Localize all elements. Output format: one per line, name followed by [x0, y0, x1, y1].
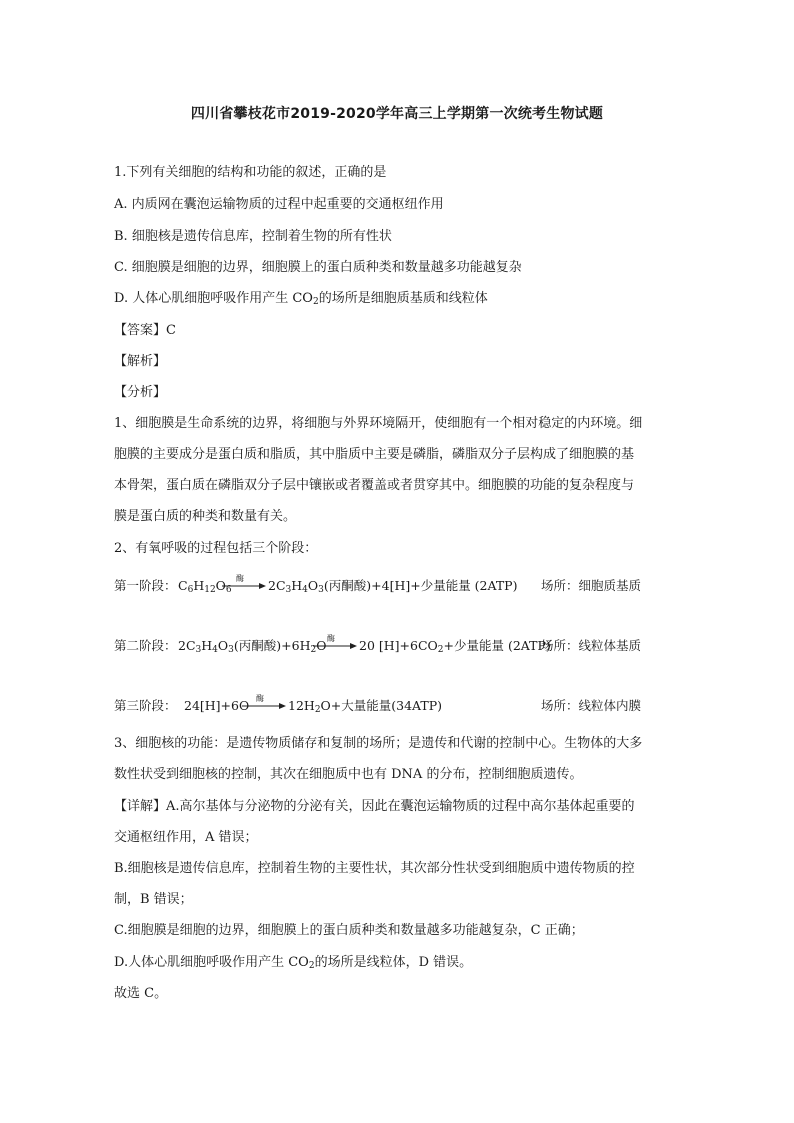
stage3-equation	[114, 694, 684, 718]
analysis-p3-line2: 数性状受到细胞核的控制，其次在细胞质中也有 DNA 的分布，控制细胞质遗传。	[114, 767, 583, 782]
option-d-text-end: 的场所是细胞质基质和线粒体	[318, 291, 488, 306]
enzyme-label: 酶	[327, 634, 335, 643]
stage1-equation	[114, 574, 684, 598]
document-title: 四川省攀枝花市2019-2020学年高三上学期第一次统考生物试题	[190, 106, 604, 122]
analysis-p1-line4: 膜是蛋白质的种类和数量有关。	[114, 509, 297, 524]
analysis-p3-line1: 3、细胞核的功能：是遗传物质储存和复制的场所；是遗传和代谢的控制中心。生物体的大多	[114, 736, 643, 751]
stage2-enzyme-arrow	[313, 634, 357, 656]
stage1-enzyme-arrow	[222, 574, 266, 596]
reaction-arrow-icon	[222, 582, 266, 590]
detail-a-line1: 【详解】A.高尔基体与分泌物的分泌有关，因此在囊泡运输物质的过程中高尔基体起重要的	[114, 799, 635, 814]
enzyme-label: 酶	[256, 694, 264, 703]
stage3-reactant: 24[H]+6O	[184, 698, 250, 713]
stage1-place: 场所：细胞质基质	[541, 578, 642, 593]
option-b: B. 细胞核是遗传信息库，控制着生物的所有性状	[114, 229, 392, 244]
detail-d-text-end: 的场所是线粒体，D 错误。	[314, 955, 473, 970]
option-d	[114, 289, 488, 312]
answer-line: 【答案】C	[114, 323, 176, 338]
option-d-subscript: 2	[312, 297, 319, 307]
stage2-place: 场所：线粒体基质	[541, 638, 642, 653]
detail-d-subscript: 2	[308, 961, 315, 971]
detail-a-line2: 交通枢纽作用，A 错误；	[114, 830, 258, 845]
detail-d-text: D.人体心肌细胞呼吸作用产生 CO	[114, 955, 309, 970]
stage2-product: 20 $[H]+6CO_2+$少量能量 (2ATP)	[359, 638, 551, 655]
stage1-product: $2C_3H_4O_3$(丙酮酸)+4[H]+少量能量 (2ATP)	[268, 578, 518, 595]
reaction-arrow-icon	[242, 702, 286, 710]
conclusion-line: 故选 C。	[114, 986, 168, 1001]
analysis-p1-line2: 胞膜的主要成分是蛋白质和脂质，其中脂质中主要是磷脂，磷脂双分子层构成了细胞膜的基	[114, 447, 635, 462]
detail-d-line	[114, 953, 472, 976]
stage1-label: 第一阶段：	[114, 578, 177, 593]
stage3-place: 场所：线粒体内膜	[541, 698, 642, 713]
fenxi-heading: 【分析】	[114, 385, 167, 400]
detail-b-line1: B.细胞核是遗传信息库，控制着生物的主要性状，其次部分性状受到细胞质中遗传物质的控	[114, 861, 635, 876]
stage3-label: 第三阶段：	[114, 698, 177, 713]
enzyme-label: 酶	[236, 574, 244, 583]
detail-b-line2: 制，B 错误；	[114, 892, 193, 907]
stage3-product: $12H_2O+$大量能量(34ATP)	[288, 698, 443, 715]
stage1-reactant: $C_6H_{12}O_6$	[178, 578, 232, 595]
option-c: C. 细胞膜是细胞的边界，细胞膜上的蛋白质种类和数量越多功能越复杂	[114, 260, 522, 275]
question-stem: 1.下列有关细胞的结构和功能的叙述，正确的是	[114, 165, 387, 180]
detail-c-line: C.细胞膜是细胞的边界，细胞膜上的蛋白质种类和数量越多功能越复杂，C 正确；	[114, 923, 584, 938]
analysis-p2: 2、有氧呼吸的过程包括三个阶段：	[114, 541, 318, 556]
reaction-arrow-icon	[313, 642, 357, 650]
analysis-p1-line3: 本骨架，蛋白质在磷脂双分子层中镶嵌或者覆盖或者贯穿其中。细胞膜的功能的复杂程度与	[114, 478, 635, 493]
stage2-reactant: $2C_3H_4O_3$(丙酮酸)$+6H_2O$	[178, 638, 327, 655]
option-a: A. 内质网在囊泡运输物质的过程中起重要的交通枢纽作用	[114, 197, 444, 212]
analysis-p1-line1: 1、细胞膜是生命系统的边界，将细胞与外界环境隔开，使细胞有一个相对稳定的内环境。细	[114, 416, 643, 431]
stage2-label: 第二阶段：	[114, 638, 177, 653]
analysis-heading: 【解析】	[114, 354, 167, 369]
option-d-text: D. 人体心肌细胞呼吸作用产生 CO	[114, 291, 313, 306]
stage3-enzyme-arrow	[242, 694, 286, 716]
stage2-equation	[114, 634, 684, 658]
